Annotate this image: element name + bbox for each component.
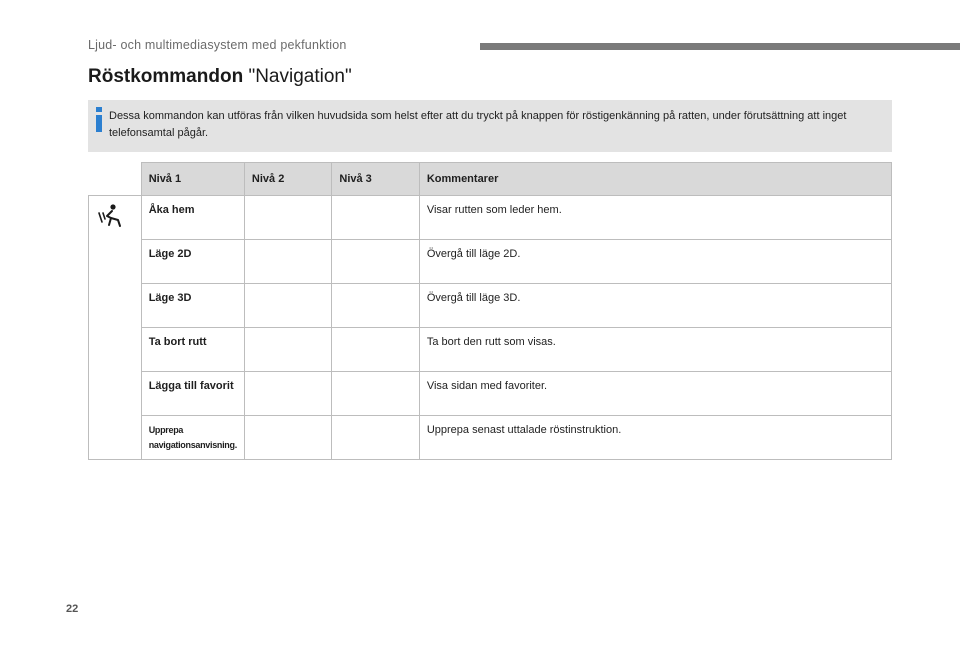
row-level-2 bbox=[244, 416, 331, 460]
row-level-1: Upprepa navigationsanvisning. bbox=[141, 416, 244, 460]
table-row bbox=[89, 416, 892, 460]
row-comment: Visa sidan med favoriter. bbox=[419, 372, 891, 416]
row-comment: Visar rutten som leder hem. bbox=[419, 196, 891, 240]
row-level-1: Läge 3D bbox=[141, 284, 244, 328]
voice-command-icon-cell bbox=[89, 196, 142, 460]
section-header: Ljud- och multimediasystem med pekfunktion bbox=[88, 38, 347, 52]
row-level-3 bbox=[332, 284, 419, 328]
row-level-3 bbox=[332, 372, 419, 416]
header-level-2: Nivå 2 bbox=[244, 163, 331, 196]
info-box bbox=[88, 100, 892, 152]
table-row bbox=[89, 372, 892, 416]
table-header-row bbox=[89, 163, 892, 196]
info-text: Dessa kommandon kan utföras från vilken huvudsida som helst efter att du tryckt på knappen för röstigenkänning på ratten, under förutsättning att inget telefonsamtal pågår. bbox=[109, 110, 847, 139]
table-row bbox=[89, 284, 892, 328]
table-row bbox=[89, 328, 892, 372]
header-level-3: Nivå 3 bbox=[332, 163, 419, 196]
row-comment: Ta bort den rutt som visas. bbox=[419, 328, 891, 372]
row-level-3 bbox=[332, 196, 419, 240]
row-comment: Övergå till läge 2D. bbox=[419, 240, 891, 284]
row-comment: Upprepa senast uttalade röstinstruktion. bbox=[419, 416, 891, 460]
row-level-1: Lägga till favorit bbox=[141, 372, 244, 416]
row-level-1: Ta bort rutt bbox=[141, 328, 244, 372]
row-level-2 bbox=[244, 284, 331, 328]
row-level-3 bbox=[332, 416, 419, 460]
row-level-3 bbox=[332, 328, 419, 372]
row-level-2 bbox=[244, 240, 331, 284]
table-row bbox=[89, 240, 892, 284]
voice-command-table bbox=[88, 162, 892, 460]
row-level-1: Åka hem bbox=[141, 196, 244, 240]
info-icon bbox=[96, 107, 102, 131]
header-bar bbox=[480, 43, 960, 50]
page-title bbox=[88, 66, 352, 88]
row-level-2 bbox=[244, 372, 331, 416]
row-level-1: Läge 2D bbox=[141, 240, 244, 284]
row-level-2 bbox=[244, 328, 331, 372]
page-title-main: Röstkommandon bbox=[88, 66, 249, 87]
header-level-1: Nivå 1 bbox=[141, 163, 244, 196]
header-blank bbox=[89, 163, 142, 196]
row-level-2 bbox=[244, 196, 331, 240]
page-title-quoted: "Navigation" bbox=[248, 66, 352, 87]
page-number: 22 bbox=[66, 603, 79, 615]
row-level-3 bbox=[332, 240, 419, 284]
row-comment: Övergå till läge 3D. bbox=[419, 284, 891, 328]
header-comments: Kommentarer bbox=[419, 163, 891, 196]
voice-command-icon bbox=[96, 203, 124, 229]
table-row bbox=[89, 196, 892, 240]
